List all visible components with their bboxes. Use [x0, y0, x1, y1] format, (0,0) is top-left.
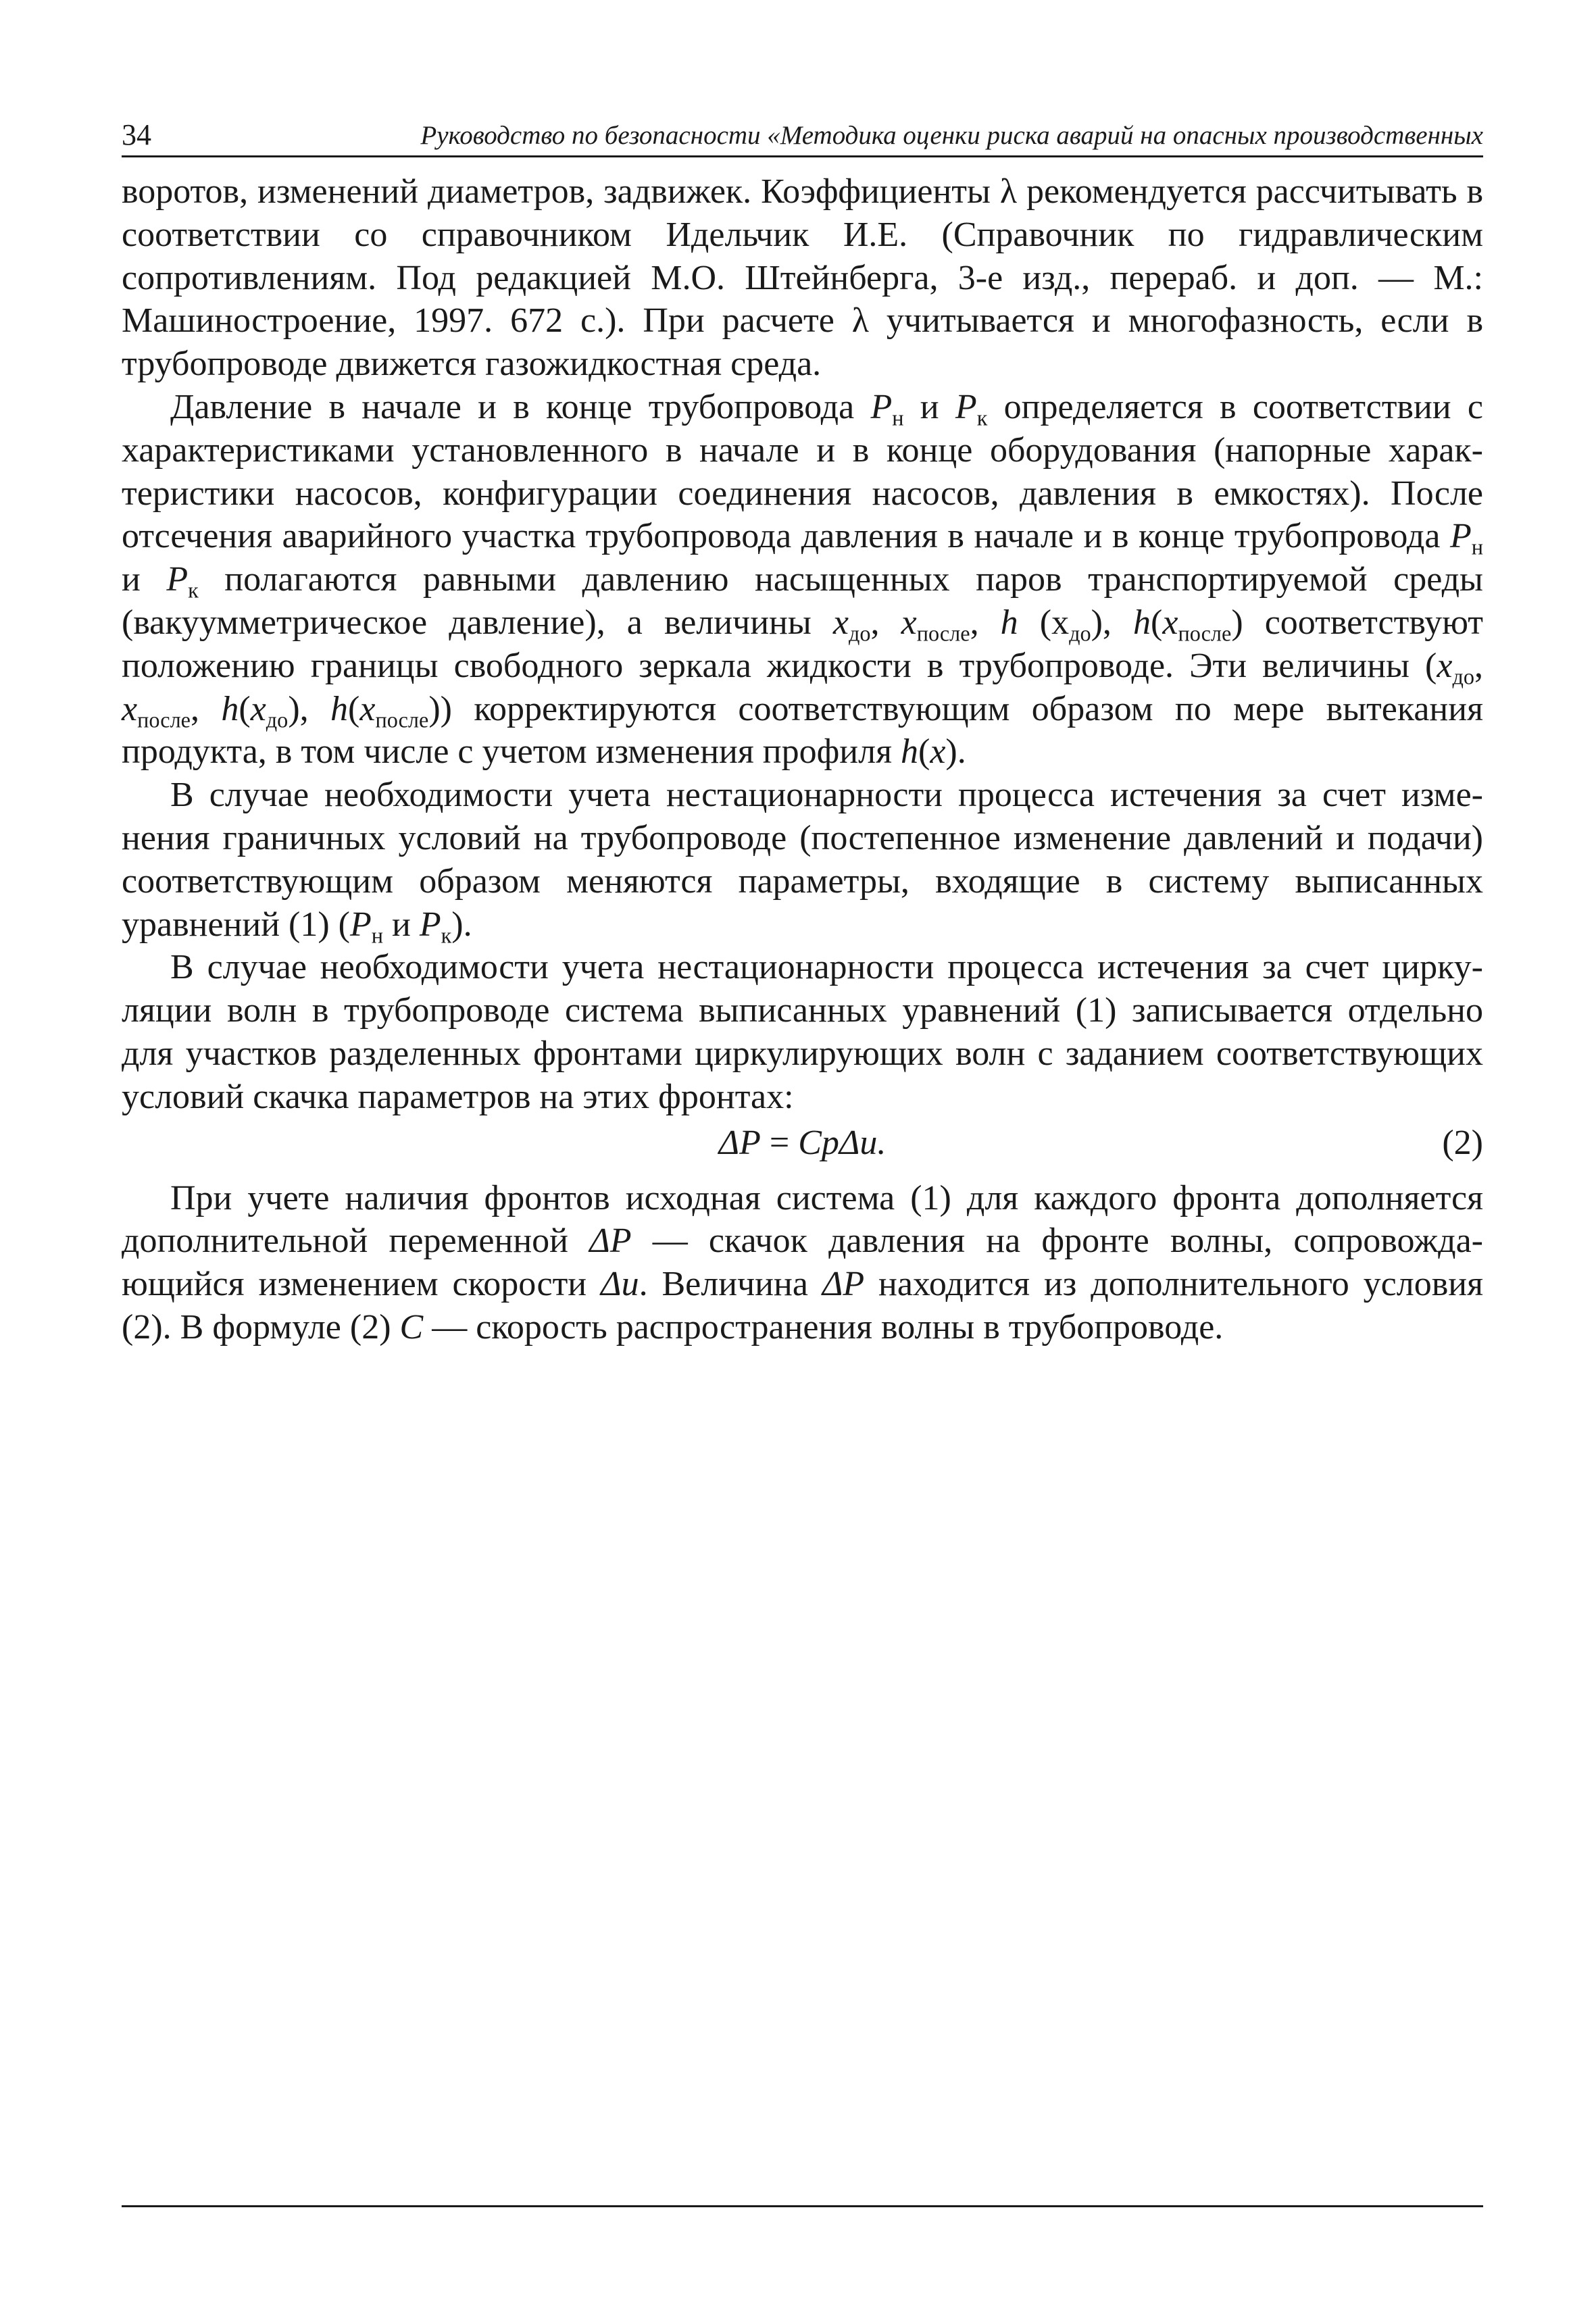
paragraph-1-text: воротов, изменений диаметров, задвижек. Коэффициенты λ рекомендуется рассчитывать в соответствии со справочником Идельчик И.Е. (Справочник по гидравлическим сопротивлениям. Под редакцией М.О. Штейнберга, 3-е изд., перераб. и доп. — М.: Машиностроение, 1997. 672 с.). При расчете λ учитывается и многофазность, если в трубопроводе движется газожидкостная среда. — [122, 172, 1483, 384]
paragraph-4: В случае необходимости учета нестационарности процесса истечения за счет циркуляции волн в трубопроводе система выписанных уравнений (1) записывается отдельно для участков разделенных фронтами циркулирующих волн с заданием соответствующих условий скачка параметров на этих фронтах: — [122, 948, 1483, 1116]
paragraph-2: Давление в начале и в конце трубопровода $P_н$ и $P_к$ определяется в соответствии с характеристиками установленного в начале и в конце оборудования (напорные характеристики насосов, конфигурации соединения насосов, давления в емкостях). После отсечения аварийного участка трубопровода давления в начале и в конце трубопровода $P_н$ и $P_к$ полагаются равными давлению насыщенных паров транспортируемой среды (вакуумметрическое давление), а величины $x_{до}$, $x_{после}$, h $(x_{до})$, $h(x_{после})$ соответствуют положению границы свободного зеркала жидкости в трубопроводе. Эти величины ($x_{до}$, $x_{после}$, $h(x_{до})$, $h(x_{после})$) корректируются соответствующим образом по мере вытекания продукта, в том числе с учетом изменения профиля h(x). — [122, 387, 1483, 772]
formula-2 — [122, 1122, 1483, 1172]
body-text — [122, 170, 1483, 1349]
formula-number: (2) — [1442, 1123, 1483, 1162]
page-header — [122, 114, 1483, 157]
running-title: Руководство по безопасности «Методика оценки риска аварий на опасных производственных — [420, 121, 1483, 150]
formula-expression: ΔP = CpΔu. — [718, 1123, 887, 1162]
paragraph-5: При учете наличия фронтов исходная система (1) для каждого фронта дополняется дополнительной переменной ΔP — скачок давления на фронте волны, сопровождающийся изменением скорости Δu. Величина ΔP находится из дополнительного условия (2). В формуле (2) C — скорость распространения волны в трубопроводе. — [122, 1178, 1484, 1347]
footer-rule — [122, 2205, 1483, 2207]
paragraph-3: В случае необходимости учета нестационарности процесса истечения за счет изменения граничных условий на трубопроводе (постепенное изменение давлений и подачи) соответствующим образом меняются параметры, входящие в систему выписанных уравнений (1) ($P_н$ и $P_к$). — [122, 776, 1483, 947]
paragraph-1 — [122, 170, 1483, 386]
page-number: 34 — [122, 118, 151, 151]
